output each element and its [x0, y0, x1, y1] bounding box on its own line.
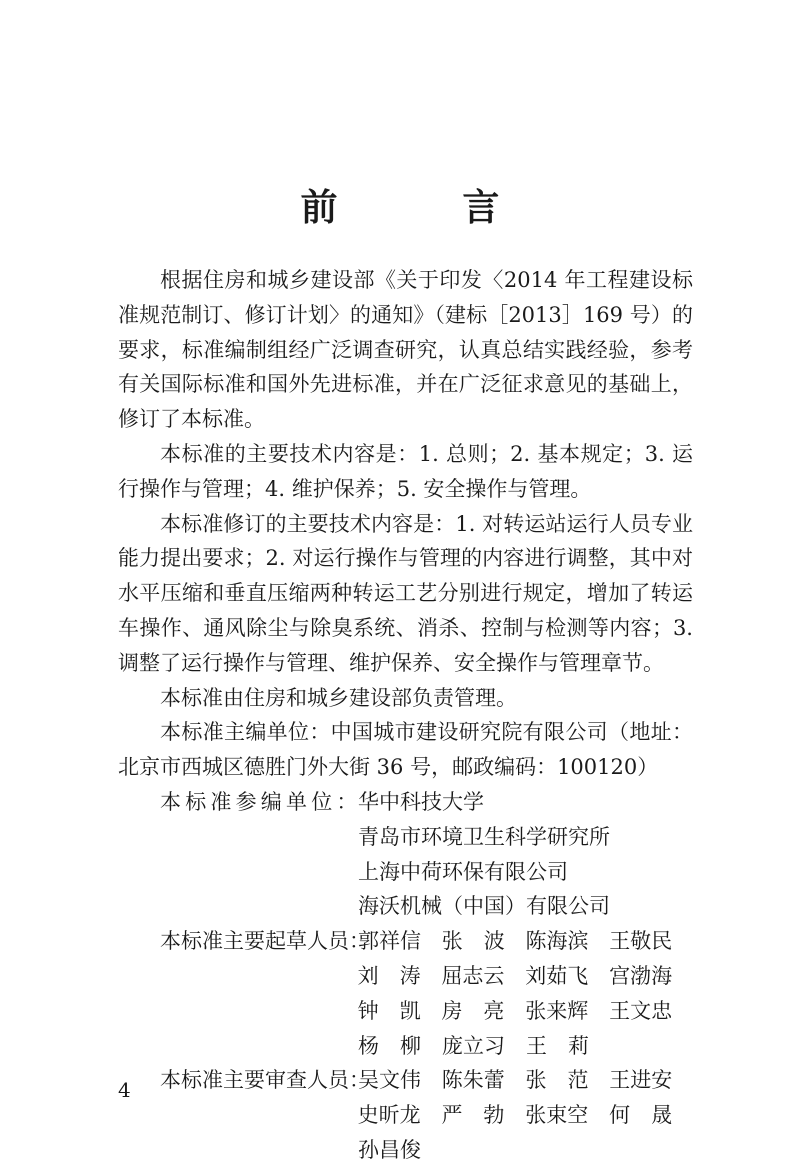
- drafter-name: 王敬民: [609, 929, 673, 954]
- drafter-name: 杨 柳: [358, 1033, 421, 1058]
- paragraph-chief-unit: 本标准主编单位：中国城市建设研究院有限公司（地址：北京市西城区德胜门外大街 36 号，邮政编码：100120）: [118, 720, 693, 780]
- drafters-row: [118, 1029, 693, 1064]
- drafter-name: 屈志云: [441, 963, 505, 988]
- reviewer-name: 何 晟: [609, 1103, 673, 1128]
- participating-unit-row: [118, 785, 693, 820]
- reviewer-name: 陈朱蕾: [441, 1068, 505, 1093]
- paragraph-background: 根据住房和城乡建设部《关于印发〈2014 年工程建设标准规范制订、修订计划〉的通知》（建标［2013］169 号）的要求，标准编制组经广泛调查研究，认真总结实践经验，参考有关国际标准和国外先进标准，并在广泛征求意见的基础上，修订了本标准。: [118, 268, 693, 432]
- reviewers-row: [118, 1063, 693, 1098]
- reviewer-name: 严 勃: [441, 1103, 505, 1128]
- drafter-name: 王文忠: [609, 998, 673, 1023]
- drafter-name: 宫渤海: [609, 963, 673, 988]
- participating-unit: 海沃机械（中国）有限公司: [358, 894, 610, 919]
- reviewers-label: 本标准主要审查人员：: [160, 1068, 370, 1093]
- participating-unit: 上海中荷环保有限公司: [358, 859, 568, 884]
- paragraph-main-content: 本标准的主要技术内容是：1. 总则；2. 基本规定；3. 运行操作与管理；4. 维护保养；5. 安全操作与管理。: [118, 441, 693, 501]
- reviewers-row: [118, 1133, 693, 1168]
- drafter-name: 钟 凯: [357, 998, 421, 1023]
- reviewer-name: 史昕龙: [357, 1103, 421, 1128]
- page-number: 4: [118, 1078, 131, 1102]
- participating-unit: 青岛市环境卫生科学研究所: [358, 824, 610, 849]
- preface-body: [118, 263, 693, 1168]
- drafters-row: [118, 994, 693, 1029]
- reviewer-name: 孙昌俊: [358, 1137, 421, 1162]
- drafter-name: 张来辉: [525, 998, 589, 1023]
- drafter-name: 庞立习: [442, 1033, 505, 1058]
- reviewer-name: 张束空: [525, 1103, 589, 1128]
- drafter-name: 房 亮: [441, 998, 505, 1023]
- paragraph-management: 本标准由住房和城乡建设部负责管理。: [160, 685, 517, 710]
- paragraph-revision-content: 本标准修订的主要技术内容是：1. 对转运站运行人员专业能力提出要求；2. 对运行操作与管理的内容进行调整，其中对水平压缩和垂直压缩两种转运工艺分别进行规定，增加了转运车操作、通风除尘与除臭系统、消杀、控制与检测等内容；3. 调整了运行操作与管理、维护保养、安全操作与管理章节。: [118, 511, 693, 675]
- drafter-name: 刘茹飞: [525, 963, 589, 988]
- participating-unit-row: [118, 889, 693, 924]
- drafter-name: 刘 涛: [357, 963, 421, 988]
- page-title: 前 言: [300, 185, 556, 229]
- drafter-name: 陈海滨: [525, 929, 589, 954]
- drafters-row: [118, 959, 693, 994]
- reviewers-row: [118, 1098, 693, 1133]
- participating-unit-row: [118, 855, 693, 890]
- drafters-row: [118, 924, 693, 959]
- drafters-label: 本标准主要起草人员：: [160, 929, 370, 954]
- reviewer-name: 张 范: [525, 1068, 589, 1093]
- reviewer-name: 王进安: [609, 1068, 673, 1093]
- drafter-name: 张 波: [441, 929, 505, 954]
- participating-unit-row: [118, 820, 693, 855]
- participating-unit: 华中科技大学: [358, 789, 484, 814]
- participating-units-label: 本标准参编单位：: [160, 789, 362, 814]
- drafter-name: 王 莉: [526, 1033, 589, 1058]
- reviewer-name: 吴文伟: [358, 1068, 421, 1093]
- drafter-name: 郭祥信: [358, 929, 421, 954]
